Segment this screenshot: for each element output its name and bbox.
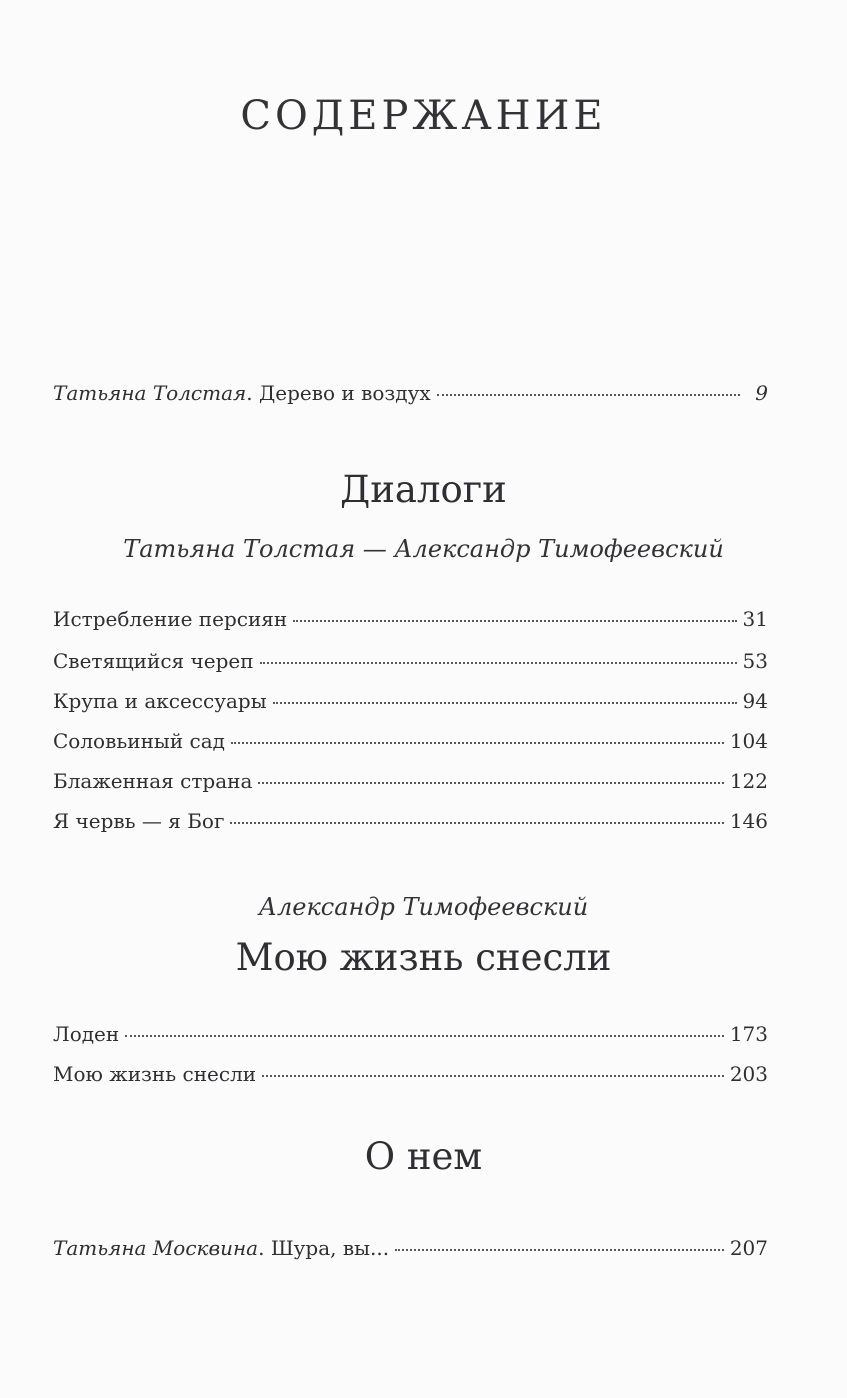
entry-label bbox=[53, 378, 431, 408]
dot-leader bbox=[273, 701, 737, 704]
section-author-memoir: Александр Тимофеевский bbox=[258, 893, 589, 921]
entry-title: Светящийся череп bbox=[53, 649, 254, 673]
entry-title: Крупа и аксессуары bbox=[53, 689, 267, 713]
toc-entry[interactable] bbox=[53, 604, 768, 634]
dot-leader bbox=[293, 619, 736, 622]
toc-entry[interactable] bbox=[53, 1019, 768, 1049]
entry-separator: . bbox=[258, 1236, 271, 1260]
dot-leader bbox=[262, 1074, 724, 1077]
entry-title: Я червь — я Бог bbox=[53, 809, 225, 833]
dot-leader bbox=[231, 741, 724, 744]
toc-entry[interactable] bbox=[53, 806, 768, 836]
toc-entry[interactable] bbox=[53, 646, 768, 676]
dot-leader bbox=[437, 393, 740, 396]
dot-leader bbox=[230, 821, 723, 824]
entry-page-number: 31 bbox=[742, 607, 768, 631]
entry-title: Соловьиный сад bbox=[53, 729, 225, 753]
section-title-about: О нем bbox=[364, 1135, 483, 1178]
dot-leader bbox=[395, 1248, 724, 1251]
entry-page-number: 94 bbox=[742, 689, 768, 713]
entry-author: Татьяна Толстая bbox=[53, 381, 247, 405]
entry-author: Татьяна Москвина bbox=[53, 1236, 259, 1260]
toc-entry[interactable] bbox=[53, 726, 768, 756]
entry-page-number: 207 bbox=[729, 1236, 768, 1260]
section-title-dialogues: Диалоги bbox=[340, 468, 507, 511]
toc-entry[interactable] bbox=[53, 766, 768, 796]
entry-page-number: 203 bbox=[729, 1062, 768, 1086]
entry-title: Мою жизнь снесли bbox=[53, 1062, 257, 1086]
dot-leader bbox=[125, 1034, 724, 1037]
entry-page-number: 173 bbox=[729, 1022, 768, 1046]
entry-page-number: 146 bbox=[729, 809, 768, 833]
dot-leader bbox=[260, 661, 737, 664]
entry-title: Лоден bbox=[53, 1022, 120, 1046]
entry-page-number: 104 bbox=[729, 729, 768, 753]
dot-leader bbox=[258, 781, 723, 784]
entry-page-number: 53 bbox=[742, 649, 768, 673]
entry-title: Шура, вы... bbox=[270, 1236, 390, 1260]
entry-title: Дерево и воздух bbox=[258, 381, 431, 405]
toc-entry[interactable] bbox=[53, 686, 768, 716]
entry-title: Истребление персиян bbox=[53, 607, 288, 631]
entry-separator: . bbox=[246, 381, 259, 405]
section-subtitle-dialogues: Татьяна Толстая — Александр Тимофеевский bbox=[123, 535, 724, 563]
toc-entry-intro[interactable] bbox=[53, 378, 768, 408]
toc-entry[interactable] bbox=[53, 1059, 768, 1089]
entry-page-number: 9 bbox=[755, 381, 768, 405]
entry-label bbox=[53, 1233, 389, 1263]
section-title-memoir: Мою жизнь снесли bbox=[235, 936, 612, 979]
entry-page-number: 122 bbox=[729, 769, 768, 793]
entry-title: Блаженная страна bbox=[53, 769, 253, 793]
page-title: СОДЕРЖАНИЕ bbox=[240, 93, 607, 139]
toc-entry-about[interactable] bbox=[53, 1233, 768, 1263]
